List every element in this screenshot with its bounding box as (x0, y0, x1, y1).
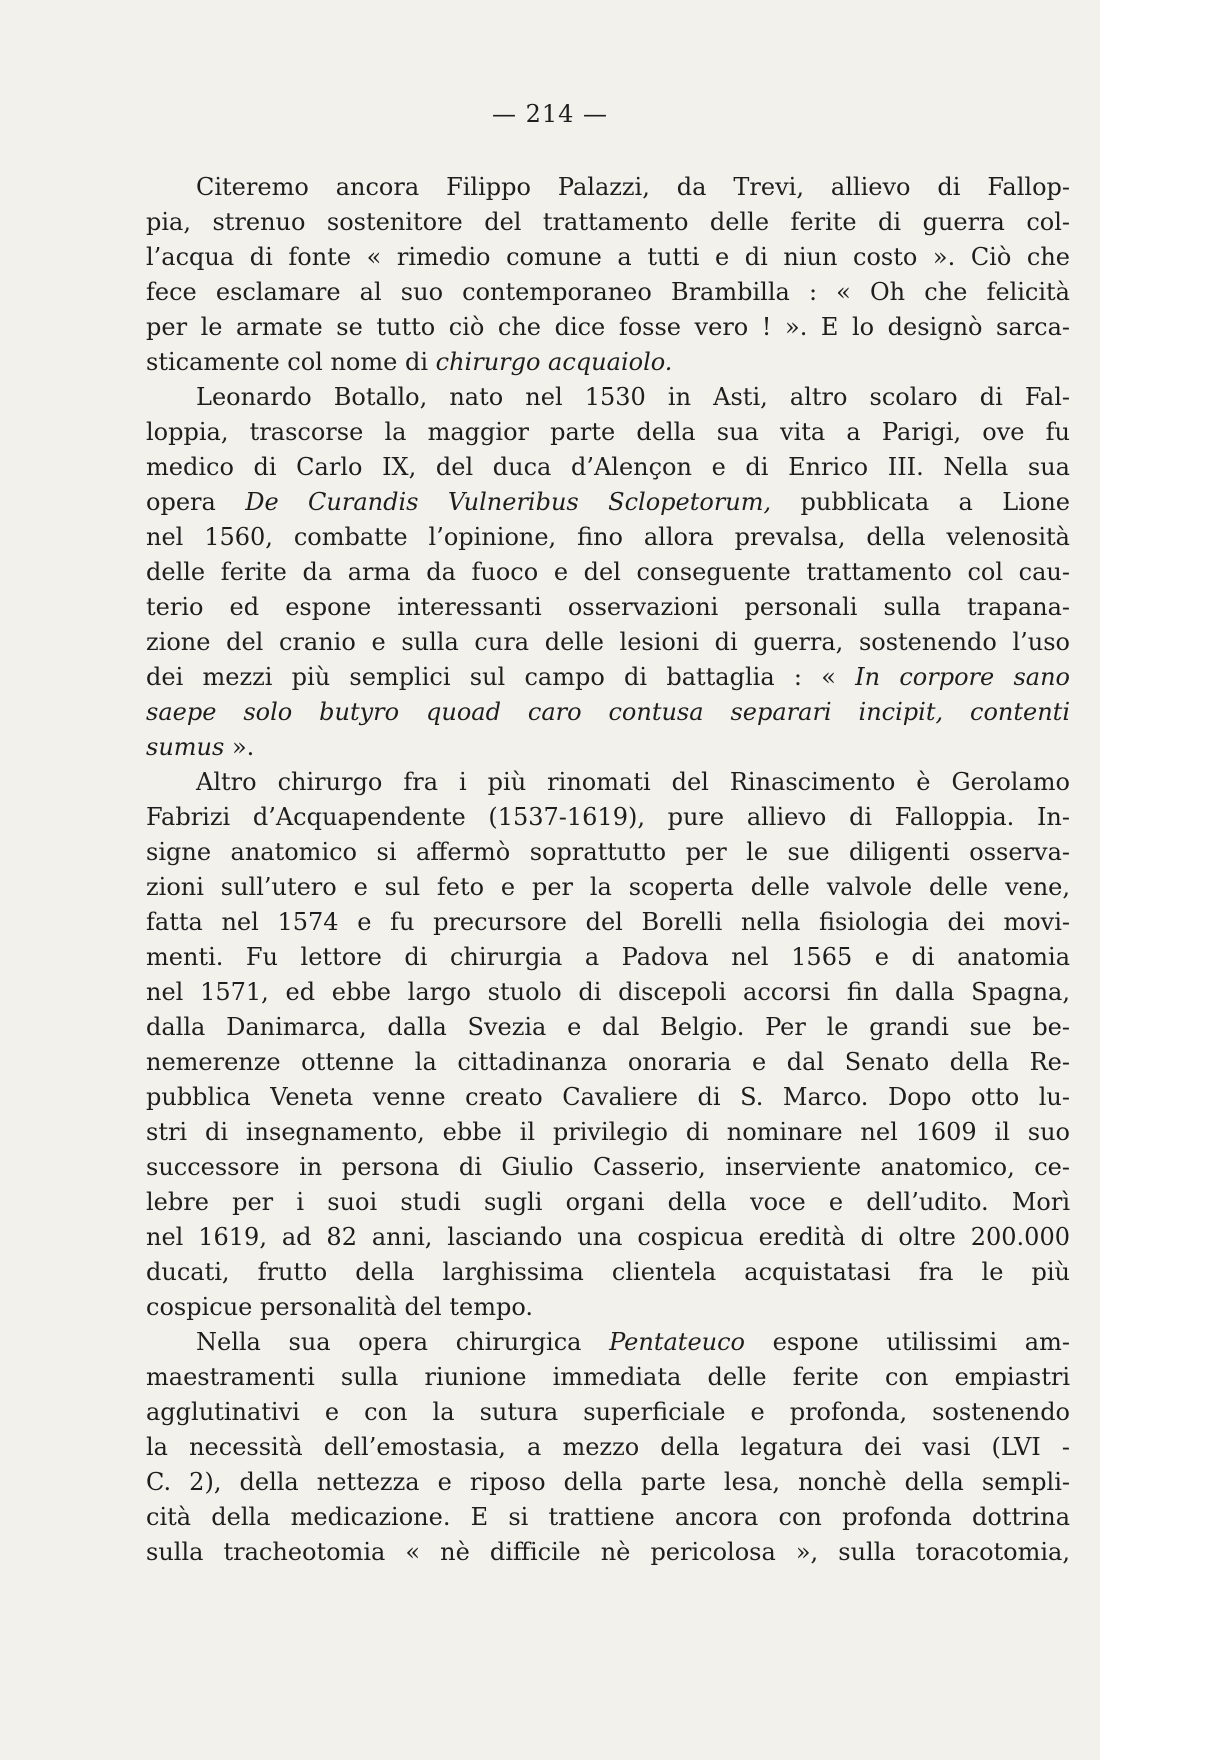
text-line: successore in persona di Giulio Casserio, inserviente anatomico, ce- (146, 1153, 1070, 1181)
text-line: zioni sull’utero e sul feto e per la scoperta delle valvole delle vene, (146, 873, 1070, 901)
text-line: cità della medicazione. E si trattiene ancora con profonda dottrina (146, 1503, 1070, 1531)
text-line: nel 1619, ad 82 anni, lasciando una cospicua eredità di oltre 200.000 (146, 1223, 1070, 1251)
text-line: menti. Fu lettore di chirurgia a Padova nel 1565 e di anatomia (146, 943, 1070, 971)
text-line: per le armate se tutto ciò che dice fosse vero ! ». E lo designò sarca- (146, 313, 1070, 341)
text-line: dalla Danimarca, dalla Svezia e dal Belgio. Per le grandi sue be- (146, 1013, 1070, 1041)
italic-term: chirurgo acquaiolo. (435, 348, 673, 376)
text-span: ». (224, 733, 255, 761)
text-line: pubblica Veneta venne creato Cavaliere di S. Marco. Dopo otto lu- (146, 1083, 1070, 1111)
latin-quote-line: saepe solo butyro quoad caro contusa separari incipit, contenti (146, 698, 1070, 726)
italic-title: Pentateuco (609, 1328, 745, 1356)
text-line: fece esclamare al suo contemporaneo Brambilla : « Oh che felicità (146, 278, 1070, 306)
text-line: stri di insegnamento, ebbe il privilegio di nominare nel 1609 il suo (146, 1118, 1070, 1146)
text-line (146, 660, 1070, 695)
text-line: Leonardo Botallo, nato nel 1530 in Asti, altro scolaro di Fal- (196, 383, 1070, 411)
text-line: maestramenti sulla riunione immediata delle ferite con empiastri (146, 1363, 1070, 1391)
text-line: nel 1560, combatte l’opinione, fino allora prevalsa, della velenosità (146, 523, 1070, 551)
text-line (146, 730, 1070, 765)
italic-title: De Curandis Vulneribus Sclopetorum, (245, 488, 772, 516)
text-line: Fabrizi d’Acquapendente (1537-1619), pure allievo di Falloppia. In- (146, 803, 1070, 831)
text-line: la necessità dell’emostasia, a mezzo della legatura dei vasi (LVI - (146, 1433, 1070, 1461)
text-line: agglutinativi e con la sutura superficiale e profonda, sostenendo (146, 1398, 1070, 1426)
text-line: signe anatomico si affermò soprattutto per le sue diligenti osserva- (146, 838, 1070, 866)
text-line (146, 1325, 1070, 1360)
text-span: pubblicata a Lione (771, 488, 1070, 516)
text-line: sulla tracheotomia « nè difficile nè pericolosa », sulla toracotomia, (146, 1538, 1070, 1566)
text-line: ducati, frutto della larghissima clientela acquistatasi fra le più (146, 1258, 1070, 1286)
text-line: Altro chirurgo fra i più rinomati del Rinascimento è Gerolamo (196, 768, 1070, 796)
text-line: loppia, trascorse la maggior parte della sua vita a Parigi, ove fu (146, 418, 1070, 446)
text-line: lebre per i suoi studi sugli organi della voce e dell’udito. Morì (146, 1188, 1070, 1216)
text-span: espone utilissimi am- (745, 1328, 1070, 1356)
text-line: zione del cranio e sulla cura delle lesioni di guerra, sostenendo l’uso (146, 628, 1070, 656)
text-line: medico di Carlo IX, del duca d’Alençon e di Enrico III. Nella sua (146, 453, 1070, 481)
text-line: C. 2), della nettezza e riposo della parte lesa, nonchè della sempli- (146, 1468, 1070, 1496)
body-text (146, 170, 1070, 1570)
text-line: l’acqua di fonte « rimedio comune a tutti e di niun costo ». Ciò che (146, 243, 1070, 271)
text-line (146, 485, 1070, 520)
text-line: terio ed espone interessanti osservazioni personali sulla trapana- (146, 593, 1070, 621)
text-line: fatta nel 1574 e fu precursore del Borelli nella fisiologia dei movi- (146, 908, 1070, 936)
text-line: Citeremo ancora Filippo Palazzi, da Trevi, allievo di Fallop- (196, 173, 1070, 201)
text-span: sticamente col nome di (146, 348, 436, 376)
text-span: dei mezzi più semplici sul campo di battaglia : « (146, 663, 856, 691)
text-line: nemerenze ottenne la cittadinanza onoraria e dal Senato della Re- (146, 1048, 1070, 1076)
text-span: opera (146, 488, 246, 516)
page-number: — 214 — (491, 100, 609, 128)
text-line: pia, strenuo sostenitore del trattamento delle ferite di guerra col- (146, 208, 1070, 236)
text-line: nel 1571, ed ebbe largo stuolo di discepoli accorsi fin dalla Spagna, (146, 978, 1070, 1006)
latin-quote: sumus (146, 733, 225, 761)
text-line: cospicue personalità del tempo. (146, 1293, 533, 1321)
text-line (146, 345, 1070, 380)
latin-quote: In corpore sano (855, 663, 1070, 691)
text-span: Nella sua opera chirurgica (196, 1328, 610, 1356)
text-line: delle ferite da arma da fuoco e del conseguente trattamento col cau- (146, 558, 1070, 586)
